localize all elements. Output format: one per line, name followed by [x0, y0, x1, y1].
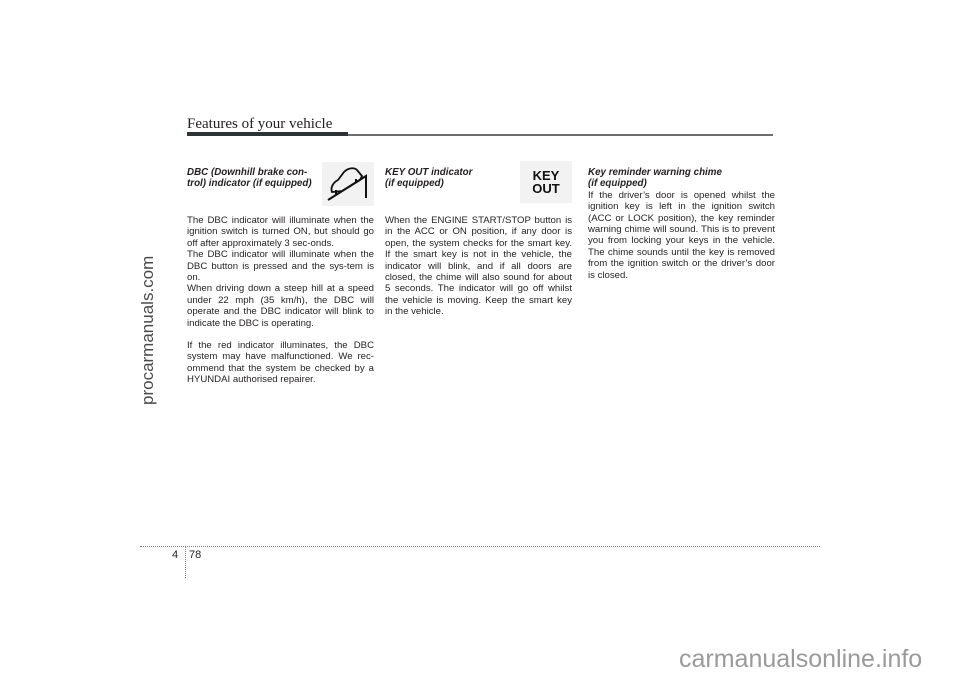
key-out-section	[385, 167, 572, 318]
watermark-left: procarmanuals.com	[138, 255, 157, 405]
section-title: Features of your vehicle	[187, 116, 333, 132]
key-out-paragraph-1: When the ENGINE START/STOP button is in the ACC or ON position, if any door is open, the system checks for the smart key. If the smart key is not in the vehicle, the indicator will blink, and if all doors are closed, the chime will also sound for about 5 seconds. The indicator will go off whilst the vehicle is moving. Keep the smart key in the vehicle.	[385, 215, 572, 318]
key-out-icon-text-2: OUT	[532, 181, 560, 196]
key-out-icon-text-1: KEY	[532, 168, 560, 183]
dbc-paragraph-1: The DBC indicator will illuminate when the ignition switch is turned ON, but should go off after approximately 3 sec-onds.	[187, 215, 374, 249]
footer-rule	[140, 546, 820, 547]
chapter-number: 4	[172, 549, 179, 561]
key-out-heading-line2: (if equipped)	[385, 178, 444, 190]
dbc-heading-line1: DBC (Downhill brake con-	[187, 167, 308, 178]
dbc-section	[187, 167, 374, 386]
watermark-bottom: carmanualsonline.info	[679, 645, 923, 673]
dbc-paragraph-3: When driving down a steep hill at a speed under 22 mph (35 km/h), the DBC will operate and the DBC indicator will blink to indicate the DBC is operating.	[187, 283, 374, 329]
header-rule-thick	[187, 132, 348, 136]
key-reminder-heading-line1: Key reminder warning chime	[588, 167, 722, 178]
dbc-paragraph-2: The DBC indicator will illuminate when the DBC button is pressed and the sys-tem is on.	[187, 249, 374, 284]
dbc-downhill-car-icon	[322, 162, 374, 206]
dbc-heading-line2: trol) indicator (if equipped)	[187, 178, 312, 190]
key-reminder-paragraph-1: If the driver’s door is opened whilst the ignition key is left in the ignition switch (ACC or LOCK position), the key reminder warning chime will sound. This is to prevent you from locking your keys in the vehicle. The chime sounds until the key is removed from the ignition switch or the driver’s door is closed.	[588, 189, 775, 281]
footer-divider	[185, 546, 186, 578]
dbc-paragraph-4: If the red indicator illuminates, the DBC system may have malfunctioned. We rec-ommend that the system be checked by a HYUNDAI authorised repairer.	[187, 340, 374, 386]
header-rule-thin	[348, 134, 773, 136]
key-out-indicator-icon	[520, 161, 572, 203]
key-out-heading-line1: KEY OUT indicator	[385, 167, 473, 178]
key-reminder-section	[588, 167, 775, 281]
key-reminder-heading-line2: (if equipped)	[588, 178, 647, 190]
page-number: 78	[189, 549, 202, 561]
